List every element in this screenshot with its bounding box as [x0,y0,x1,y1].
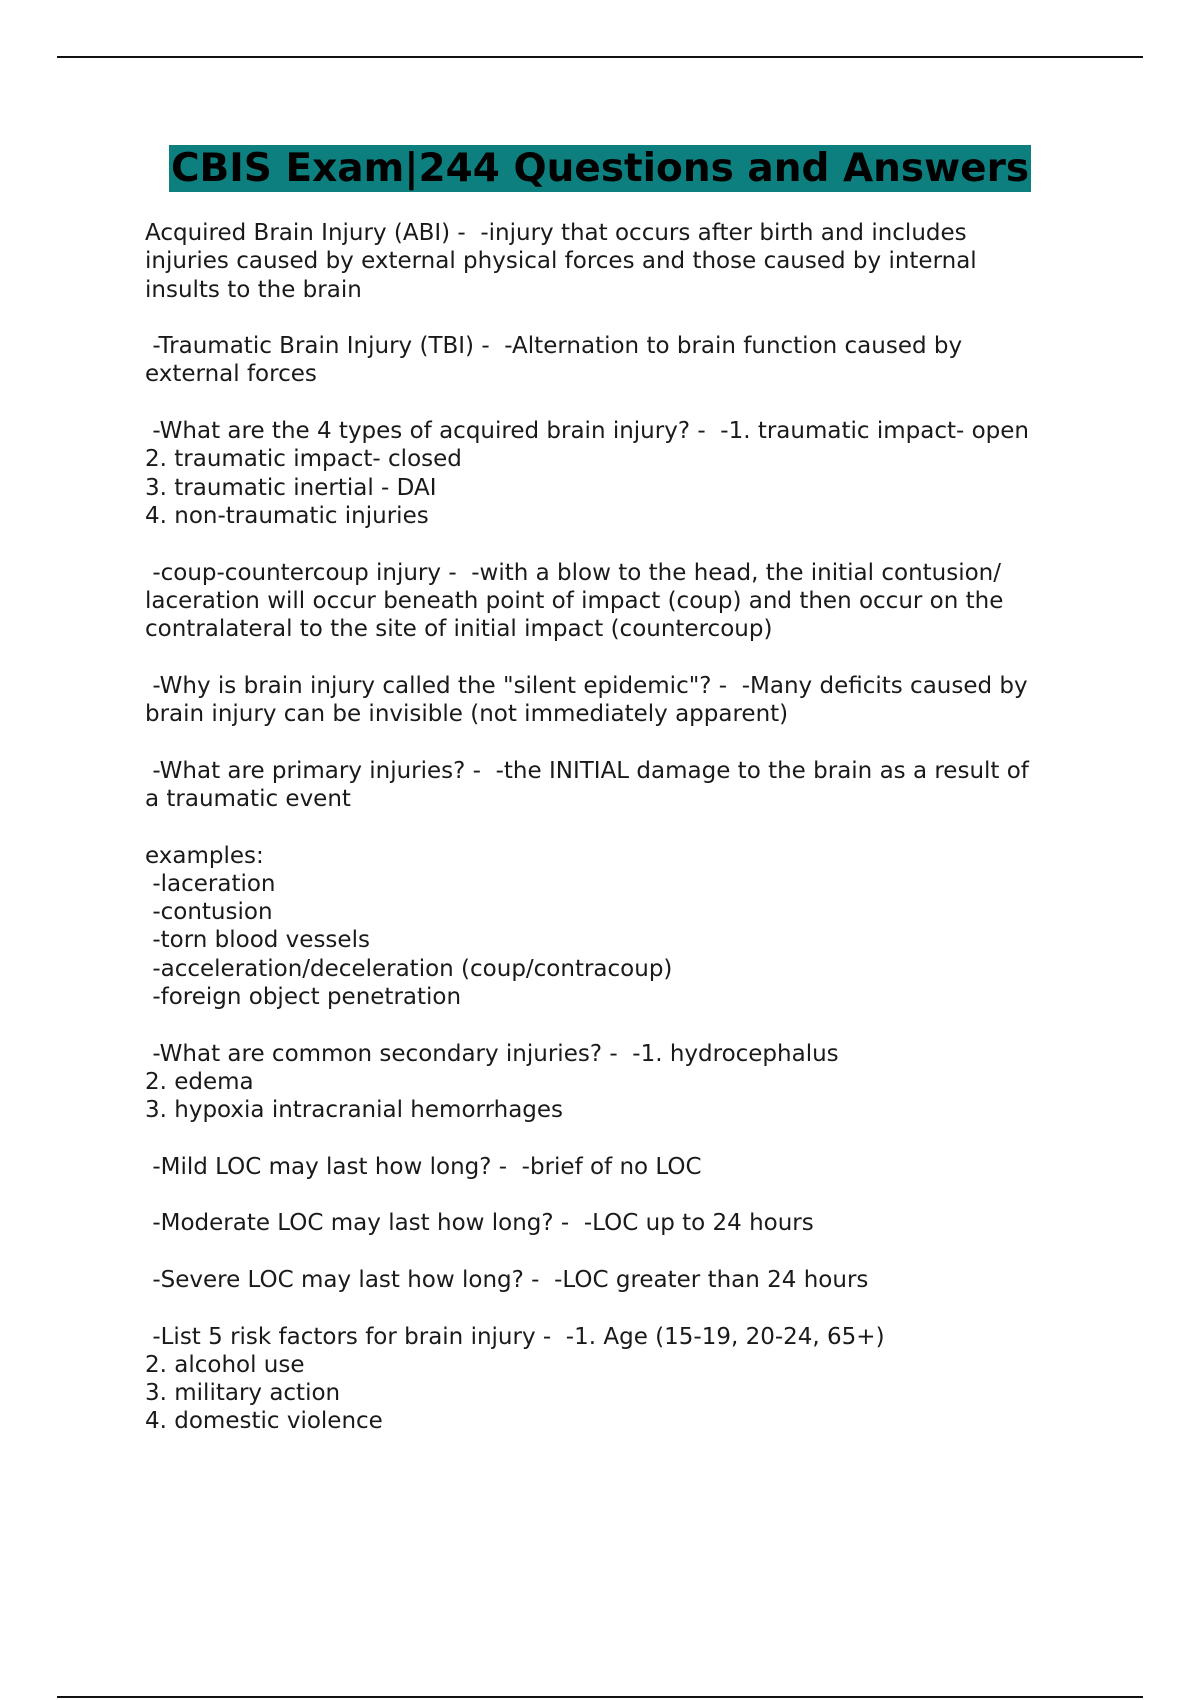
header-rule [57,56,1143,58]
document-title: CBIS Exam|244 Questions and Answers [170,146,1030,191]
document-body: Acquired Brain Injury (ABI) - -injury that occurs after birth and includes injuries caused by external physical forces and those caused by internal insults to the brain -Traumatic Brain Injury (TBI) - -Alternation to brain function caused by external forces -What are the 4 types of acquired brain injury? - -1. traumatic impact- open 2. traumatic impact- closed 3. traumatic inertial - DAI 4. non-traumatic injuries -coup-countercoup injury - -with a blow to the head, the initial contusion/ laceration will occur beneath point of impact (coup) and then occur on the contralateral to the site of initial impact (countercoup) -Why is brain injury called the "silent epidemic"? - -Many deficits caused by brain injury can be invisible (not immediately apparent) -What are primary injuries? - -the INITIAL damage to the brain as a result of a traumatic event examples: -laceration -contusion -torn blood vessels -acceleration/deceleration (coup/contracoup) -foreign object penetration -What are common secondary injuries? - -1. hydrocephalus 2. edema 3. hypoxia intracranial hemorrhages -Mild LOC may last how long? - -brief of no LOC -Moderate LOC may last how long? - -LOC up to 24 hours -Severe LOC may last how long? - -LOC greater than 24 hours -List 5 risk factors for brain injury - -1. Age (15-19, 20-24, 65+) 2. alcohol use 3. military action 4. domestic violence [145,220,1029,1435]
footer-rule [57,1696,1143,1698]
title-container [0,145,1200,192]
